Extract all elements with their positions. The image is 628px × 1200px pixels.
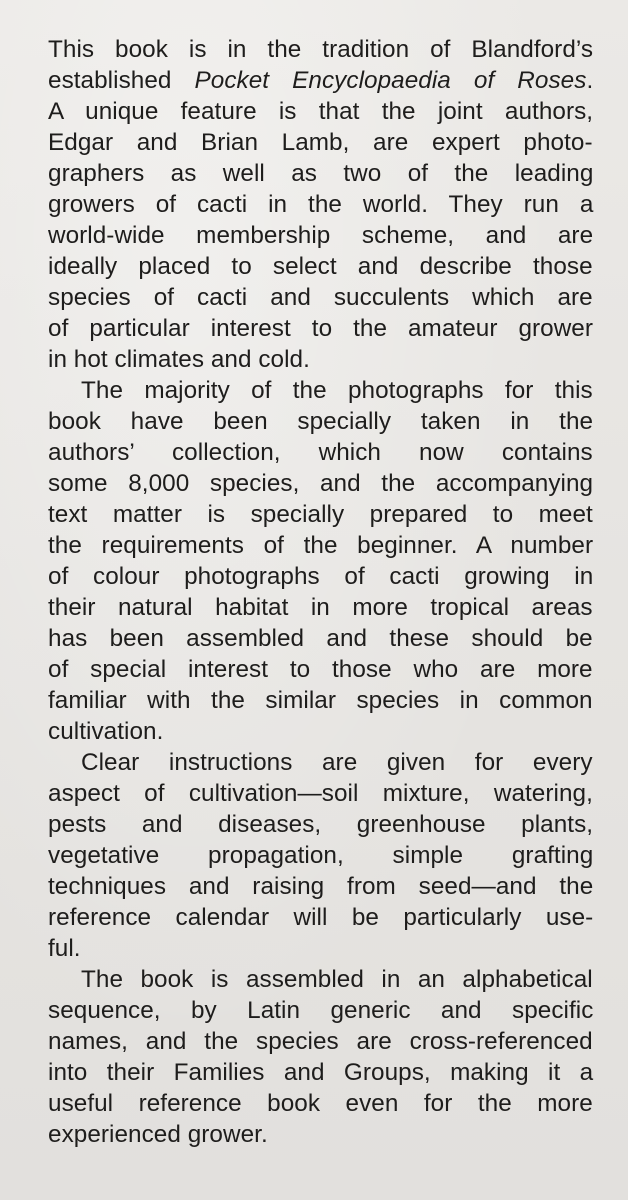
text-line: sequence, by Latin generic and specific <box>48 997 594 1024</box>
paragraph <box>48 747 593 964</box>
text-segment: . <box>586 67 594 94</box>
text-line: ideally placed to select and describe those <box>48 253 593 280</box>
text-line: vegetative propagation, simple grafting <box>48 842 594 869</box>
text-line: growers of cacti in the world. They run a <box>48 191 594 218</box>
text-line: authors’ collection, which now contains <box>48 439 593 466</box>
book-title-italic: Pocket Encyclopaedia of Roses <box>194 67 587 94</box>
text-line: reference calendar will be particularly use- <box>48 904 594 931</box>
text-line: species of cacti and succulents which are <box>48 284 593 311</box>
text-segment: established <box>48 67 195 94</box>
text-line: of colour photographs of cacti growing in <box>48 563 594 590</box>
text-line: the requirements of the beginner. A number <box>48 532 594 559</box>
text-line: A unique feature is that the joint authors, <box>48 98 594 125</box>
blurb-text <box>48 34 593 1150</box>
text-line: useful reference book even for the more <box>48 1090 593 1117</box>
paragraph <box>48 375 593 747</box>
text-line: names, and the species are cross-referenced <box>48 1028 593 1055</box>
text-line: techniques and raising from seed—and the <box>48 873 594 900</box>
text-line: of special interest to those who are more <box>48 656 593 683</box>
text-line: familiar with the similar species in common <box>48 687 593 714</box>
text-line: cultivation. <box>48 718 164 745</box>
text-line: The majority of the photographs for this <box>81 377 593 404</box>
text-line: world-wide membership scheme, and are <box>48 222 594 249</box>
text-line: book have been specially taken in the <box>48 408 594 435</box>
text-line: Edgar and Brian Lamb, are expert photo- <box>48 129 593 156</box>
text-line <box>48 65 593 96</box>
text-line: into their Families and Groups, making it a <box>48 1059 594 1086</box>
text-line: ful. <box>48 935 81 962</box>
text-line: has been assembled and these should be <box>48 625 593 652</box>
text-line: The book is assembled in an alphabetical <box>81 966 593 993</box>
text-line: This book is in the tradition of Blandford’s <box>48 36 594 63</box>
text-line: aspect of cultivation—soil mixture, watering, <box>48 780 593 807</box>
text-line: of particular interest to the amateur grower <box>48 315 594 342</box>
paragraph <box>48 34 593 375</box>
text-line: their natural habitat in more tropical areas <box>48 594 593 621</box>
text-line: Clear instructions are given for every <box>81 749 593 776</box>
text-line: graphers as well as two of the leading <box>48 160 594 187</box>
text-line: some 8,000 species, and the accompanying <box>48 470 594 497</box>
paragraph <box>48 964 593 1150</box>
text-line: in hot climates and cold. <box>48 346 310 373</box>
text-line: experienced grower. <box>48 1121 268 1148</box>
text-line: text matter is specially prepared to meet <box>48 501 593 528</box>
text-line: pests and diseases, greenhouse plants, <box>48 811 594 838</box>
